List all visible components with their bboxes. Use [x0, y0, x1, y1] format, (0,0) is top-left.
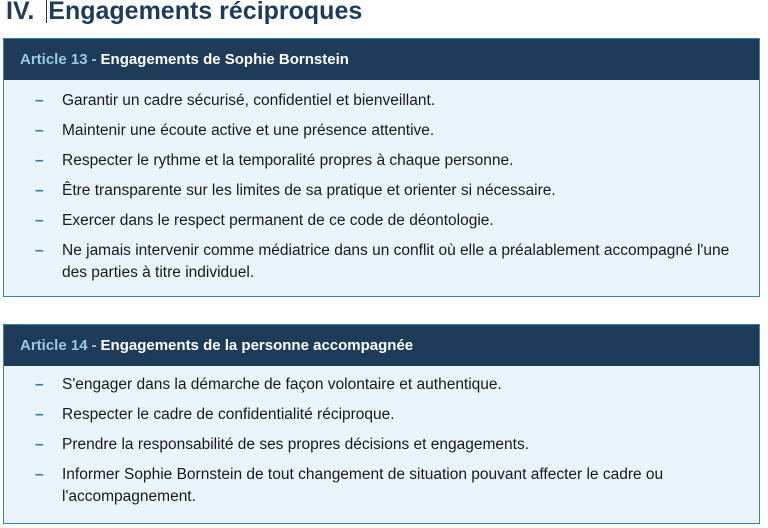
list-item [4, 90, 759, 112]
dash-bullet: – [35, 466, 44, 483]
dash-bullet: – [35, 182, 44, 199]
list-item-text: Ne jamais intervenir comme médiatrice dans un conflit où elle a préalablement accompagné l'une des parties à titre individuel. [62, 242, 730, 281]
article-13-separator: - [91, 51, 97, 68]
article-13-box [3, 38, 760, 297]
article-13-title: Engagements de Sophie Bornstein [100, 51, 349, 68]
list-item-text: Être transparente sur les limites de sa pratique et orienter si nécessaire. [62, 182, 556, 199]
dash-bullet: – [35, 436, 44, 453]
article-13-list [4, 80, 759, 284]
article-14-title: Engagements de la personne accompagnée [100, 337, 414, 354]
section-heading [6, 0, 362, 28]
list-item [4, 150, 759, 172]
article-13-label: Article 13 [20, 51, 88, 68]
dash-bullet: – [35, 376, 44, 393]
dash-bullet: – [35, 242, 44, 259]
list-item [4, 434, 759, 456]
article-14-header [4, 325, 759, 366]
dash-bullet: – [35, 152, 44, 169]
list-item [4, 210, 759, 232]
article-14-box [3, 324, 760, 524]
list-item [4, 374, 759, 396]
list-item [4, 240, 759, 284]
dash-bullet: – [35, 122, 44, 139]
list-item [4, 120, 759, 142]
dash-bullet: – [35, 406, 44, 423]
list-item-text: Respecter le cadre de confidentialité réciproque. [62, 406, 395, 423]
list-item [4, 464, 759, 508]
dash-bullet: – [35, 92, 44, 109]
article-13-header [4, 39, 759, 80]
list-item-text: Informer Sophie Bornstein de tout changement de situation pouvant affecter le cadre ou l'accompagnement. [62, 466, 664, 505]
article-14-separator: - [91, 337, 97, 354]
list-item [4, 404, 759, 426]
list-item-text: Respecter le rythme et la temporalité propres à chaque personne. [62, 152, 514, 169]
list-item-text: Maintenir une écoute active et une présence attentive. [62, 122, 435, 139]
list-item-text: Prendre la responsabilité de ses propres décisions et engagements. [62, 436, 529, 453]
section-number: IV. [6, 0, 35, 25]
section-title: Engagements réciproques [48, 0, 363, 25]
article-14-list [4, 366, 759, 508]
list-item-text: Garantir un cadre sécurisé, confidentiel et bienveillant. [62, 92, 436, 109]
dash-bullet: – [35, 212, 44, 229]
list-item-text: Exercer dans le respect permanent de ce code de déontologie. [62, 212, 494, 229]
article-14-label: Article 14 [20, 337, 88, 354]
list-item [4, 180, 759, 202]
list-item-text: S'engager dans la démarche de façon volontaire et authentique. [62, 376, 502, 393]
